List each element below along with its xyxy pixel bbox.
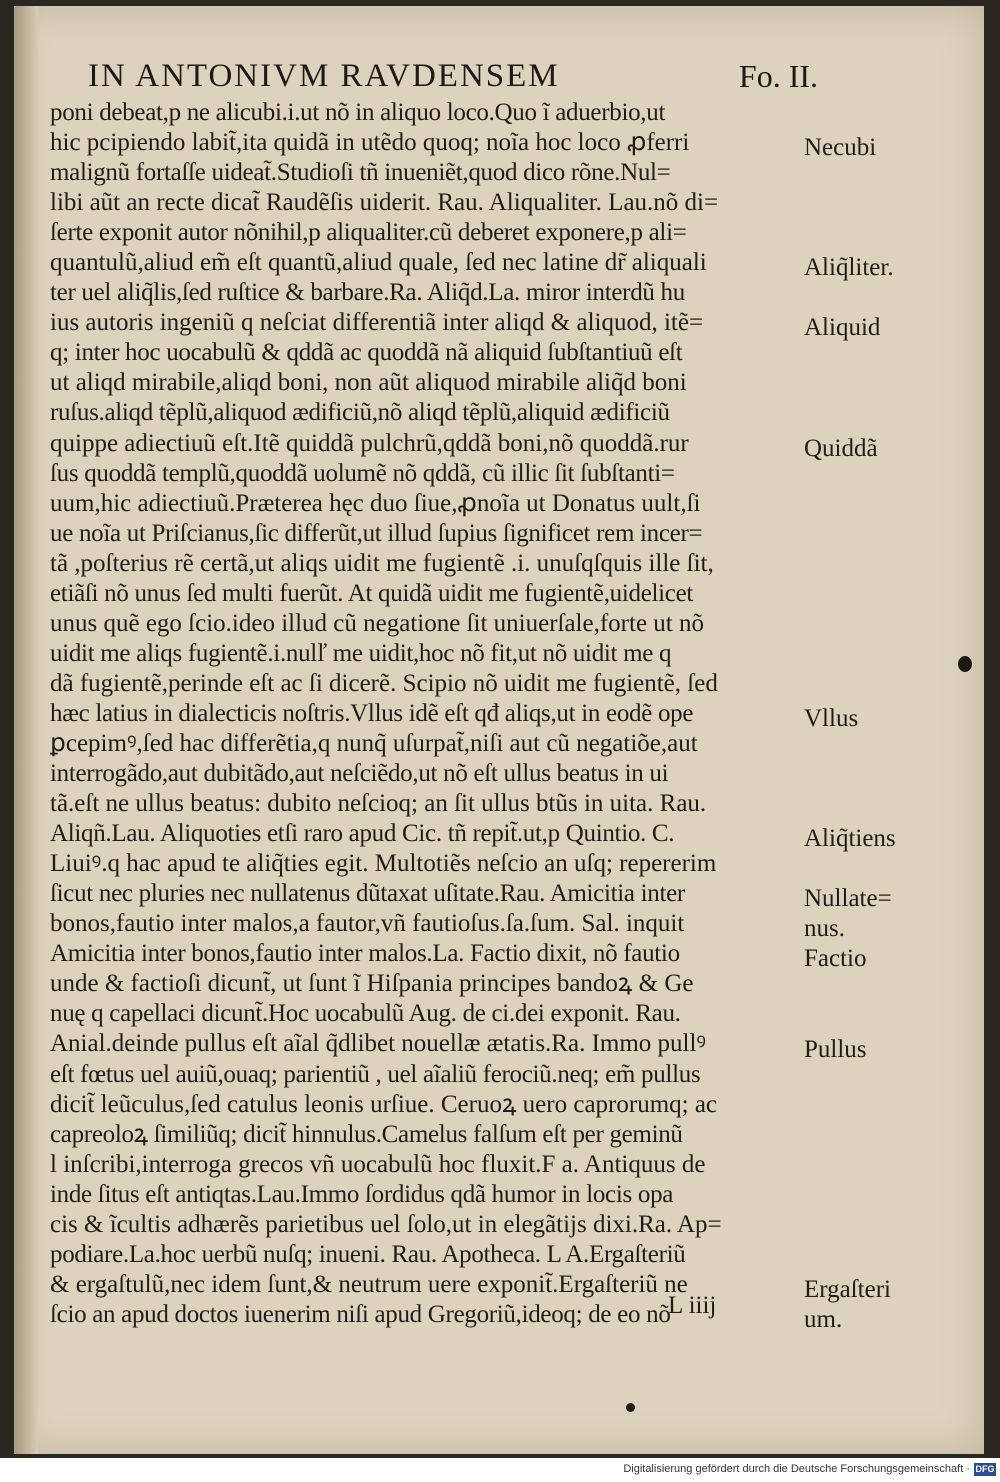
binding-hole (958, 656, 972, 672)
text-line: unde & factioſi dicunt̃, ut ſunt ĩ Hiſpania principes bandoꝝ & Ge (50, 970, 694, 998)
margin-note: Nullate= (804, 885, 892, 913)
text-line: dã fugientẽ,perinde eſt ac ſi dicerẽ. Scipio nõ uidit me fugientẽ, ſed (50, 669, 718, 697)
text-line: Liuiꝰ.q hac apud te aliq̃ties egit. Multotiẽs neſcio an uſq; repererim (50, 850, 717, 878)
margin-note: Quiddã (804, 434, 878, 462)
folio-number: Fo. II. (738, 58, 818, 94)
text-line: l inſcribi,interroga grecos vñ uocabulũ hoc fluxit.F a. Antiquus de (50, 1150, 706, 1178)
main-text-block (50, 98, 810, 1330)
text-line: poni debeat,p ne alicubi.i.ut nõ in aliquo loco.Quo ĩ aduerbio,ut (50, 99, 666, 126)
text-line: cis & ĩcultis adhærẽs parietibus uel ſolo,ut in elegãtijs dixi.Ra. Ap= (50, 1210, 722, 1238)
text-line: interrogãdo,aut dubitãdo,aut neſciẽdo,ut nõ eſt ullus beatus in ui (50, 760, 669, 788)
text-line: inde ſitus eſt antiqtas.Lau.Immo ſordidus qdã humor in locis opa (50, 1180, 674, 1208)
margin-note: um. (804, 1306, 843, 1333)
page-gutter (14, 6, 38, 1454)
text-line: hic pcipiendo labit̃,ita quidã in utẽdo quoq; noĩa hoc loco ꝓferri (50, 129, 690, 157)
text-line: dicit̃ leũculus,ſed catulus leonis urſiue. Ceruoꝝ uero caprorumq; ac (50, 1090, 718, 1118)
margin-note: Aliq̃tiens (804, 825, 896, 853)
text-line: tã.eſt ne ullus beatus: dubito neſcioq; an ſit ullus btũs in uita. Rau. (50, 790, 707, 818)
footer-credit: Digitalisierung gefördert durch die Deutsche Forschungsgemeinschaft · (623, 1463, 970, 1475)
text-line: capreoloꝝ ſimiliũq; dicit̃ hinnulus.Camelus falſum eſt per geminũ (50, 1120, 683, 1148)
digitization-footer (0, 1458, 1000, 1482)
margin-note: Necubi (804, 134, 877, 162)
text-line: Amicitia inter bonos,fautio inter malos.La. Factio dixit, nõ fautio (50, 940, 680, 968)
margin-note: Vllus (804, 705, 859, 732)
text-line: Anial.deinde pullus eſt aĩal q̃dlibet nouellæ ætatis.Ra. Immo pullꝰ (50, 1030, 706, 1058)
text-line: quantulũ,aliud em̃ eſt quantũ,aliud quale, ſed nec latine dr̃ aliquali (50, 249, 707, 277)
margin-note: Aliq̃liter. (804, 254, 894, 282)
text-line: ꝑcepimꝰ,ſed hac differẽtia,q nunq̃ uſurpat̃,niſi aut cũ negatiõe,aut (50, 729, 698, 757)
text-line: & ergaſtulũ,nec idem ſunt,& neutrum uere exponit̃.Ergaſteriũ ne (50, 1270, 688, 1298)
text-line: ter uel aliq̃lis,ſed ruſtice & barbare.Ra. Aliq̃d.La. miror interdũ hu (50, 279, 685, 307)
text-line: Aliqñ.Lau. Aliquoties etſi raro apud Cic. tñ repit̃.ut,p Quintio. C. (50, 820, 675, 848)
text-line: etiãſi nõ unus ſed multi fuerũt. At quidã uidit me fugientẽ,uidelicet (50, 579, 694, 607)
text-line: ius autoris ingeniũ q neſciat differentiã inter aliqd & aliquod, itẽ= (50, 309, 704, 337)
text-line: ſicut nec pluries nec nullatenus dũtaxat uſitate.Rau. Amicitia inter (50, 880, 685, 908)
text-line: ſerte exponit autor nõnihil,p aliqualiter.cũ deberet exponere,p ali= (50, 219, 687, 247)
text-line: libi aũt an recte dicat̃ Raudẽſis uiderit. Rau. Aliqualiter. Lau.nõ di= (50, 189, 719, 217)
text-line: ue noĩa ut Priſcianus,ſic differũt,ut illud ſupius ſignificet rem incer= (50, 519, 703, 547)
dfg-logo: DFG (975, 1464, 995, 1474)
text-line: nuę q capellaci dicunt̃.Hoc uocabulũ Aug. de ci.dei exponit. Rau. (50, 1000, 681, 1028)
margin-note: Ergaſteri (804, 1275, 891, 1303)
text-line: bonos,fautio inter malos,a fautor,vñ fautioſus.ſa.ſum. Sal. inquit (50, 910, 685, 938)
text-line: tã ,poſterius rẽ certã,ut aliqs uidit me fugientẽ .i. unuſqſquis ille ſit, (50, 549, 714, 577)
text-line: ut aliqd mirabile,aliqd boni, non aũt aliquod mirabile aliq̃d boni (50, 369, 687, 397)
text-line: hæc latius in dialecticis noſtris.Vllus idẽ eſt qđ aliqs,ut in eodẽ ope (50, 699, 694, 727)
ink-dot (626, 1403, 635, 1412)
margin-note: Pullus (804, 1035, 867, 1063)
text-line: ſcio an apud doctos iuenerim niſi apud Gregoriũ,ideoq; de eo nõ (50, 1300, 671, 1328)
margin-note: Factio (804, 945, 867, 973)
text-line: ruſus.aliqd tẽplũ,aliquod ædificiũ,nõ aliqd tẽplũ,aliquid ædificiũ (50, 399, 670, 427)
text-line: uum,hic adiectiuũ.Præterea hęc duo ſiue,ꝓnoĩa ut Donatus uult,ſi (50, 489, 701, 517)
text-line: podiare.La.hoc uerbũ nuſq; inueni. Rau. Apotheca. L A.Ergaſteriũ (50, 1240, 686, 1268)
text-line: ſus quoddã templũ,quoddã uolumẽ nõ qddã, cũ illic ſit ſubſtanti= (50, 459, 675, 487)
margin-note: Aliquid (804, 314, 881, 342)
signature-mark: L iiij (668, 1292, 717, 1319)
text-line: eſt fœtus uel auiũ,ouaq; parientiũ , uel aĩaliũ ferociũ.neq; em̃ pullus (50, 1060, 701, 1088)
margin-note: nus. (804, 915, 845, 943)
text-line: q; inter hoc uocabulũ & qddã ac quoddã nã aliquid ſubſtantiuũ eſt (50, 339, 683, 367)
text-line: quippe adiectiuũ eſt.Itẽ quiddã pulchrũ,qddã boni,nõ quoddã.rur (50, 429, 689, 457)
text-line: unus quẽ ego ſcio.ideo illud cũ negatione ſit uniuerſale,forte ut nõ (50, 609, 704, 637)
text-line: uidit me aliqs fugientẽ.i.nulľ me uidit,hoc nõ fit,ut nõ uidit me q (50, 639, 672, 667)
text-line: malignũ fortaſſe uideat̃.Studioſi tñ inueniẽt,quod dico rõne.Nul= (50, 159, 671, 187)
running-title: IN ANTONIVM RAVDENSEM (88, 58, 560, 94)
